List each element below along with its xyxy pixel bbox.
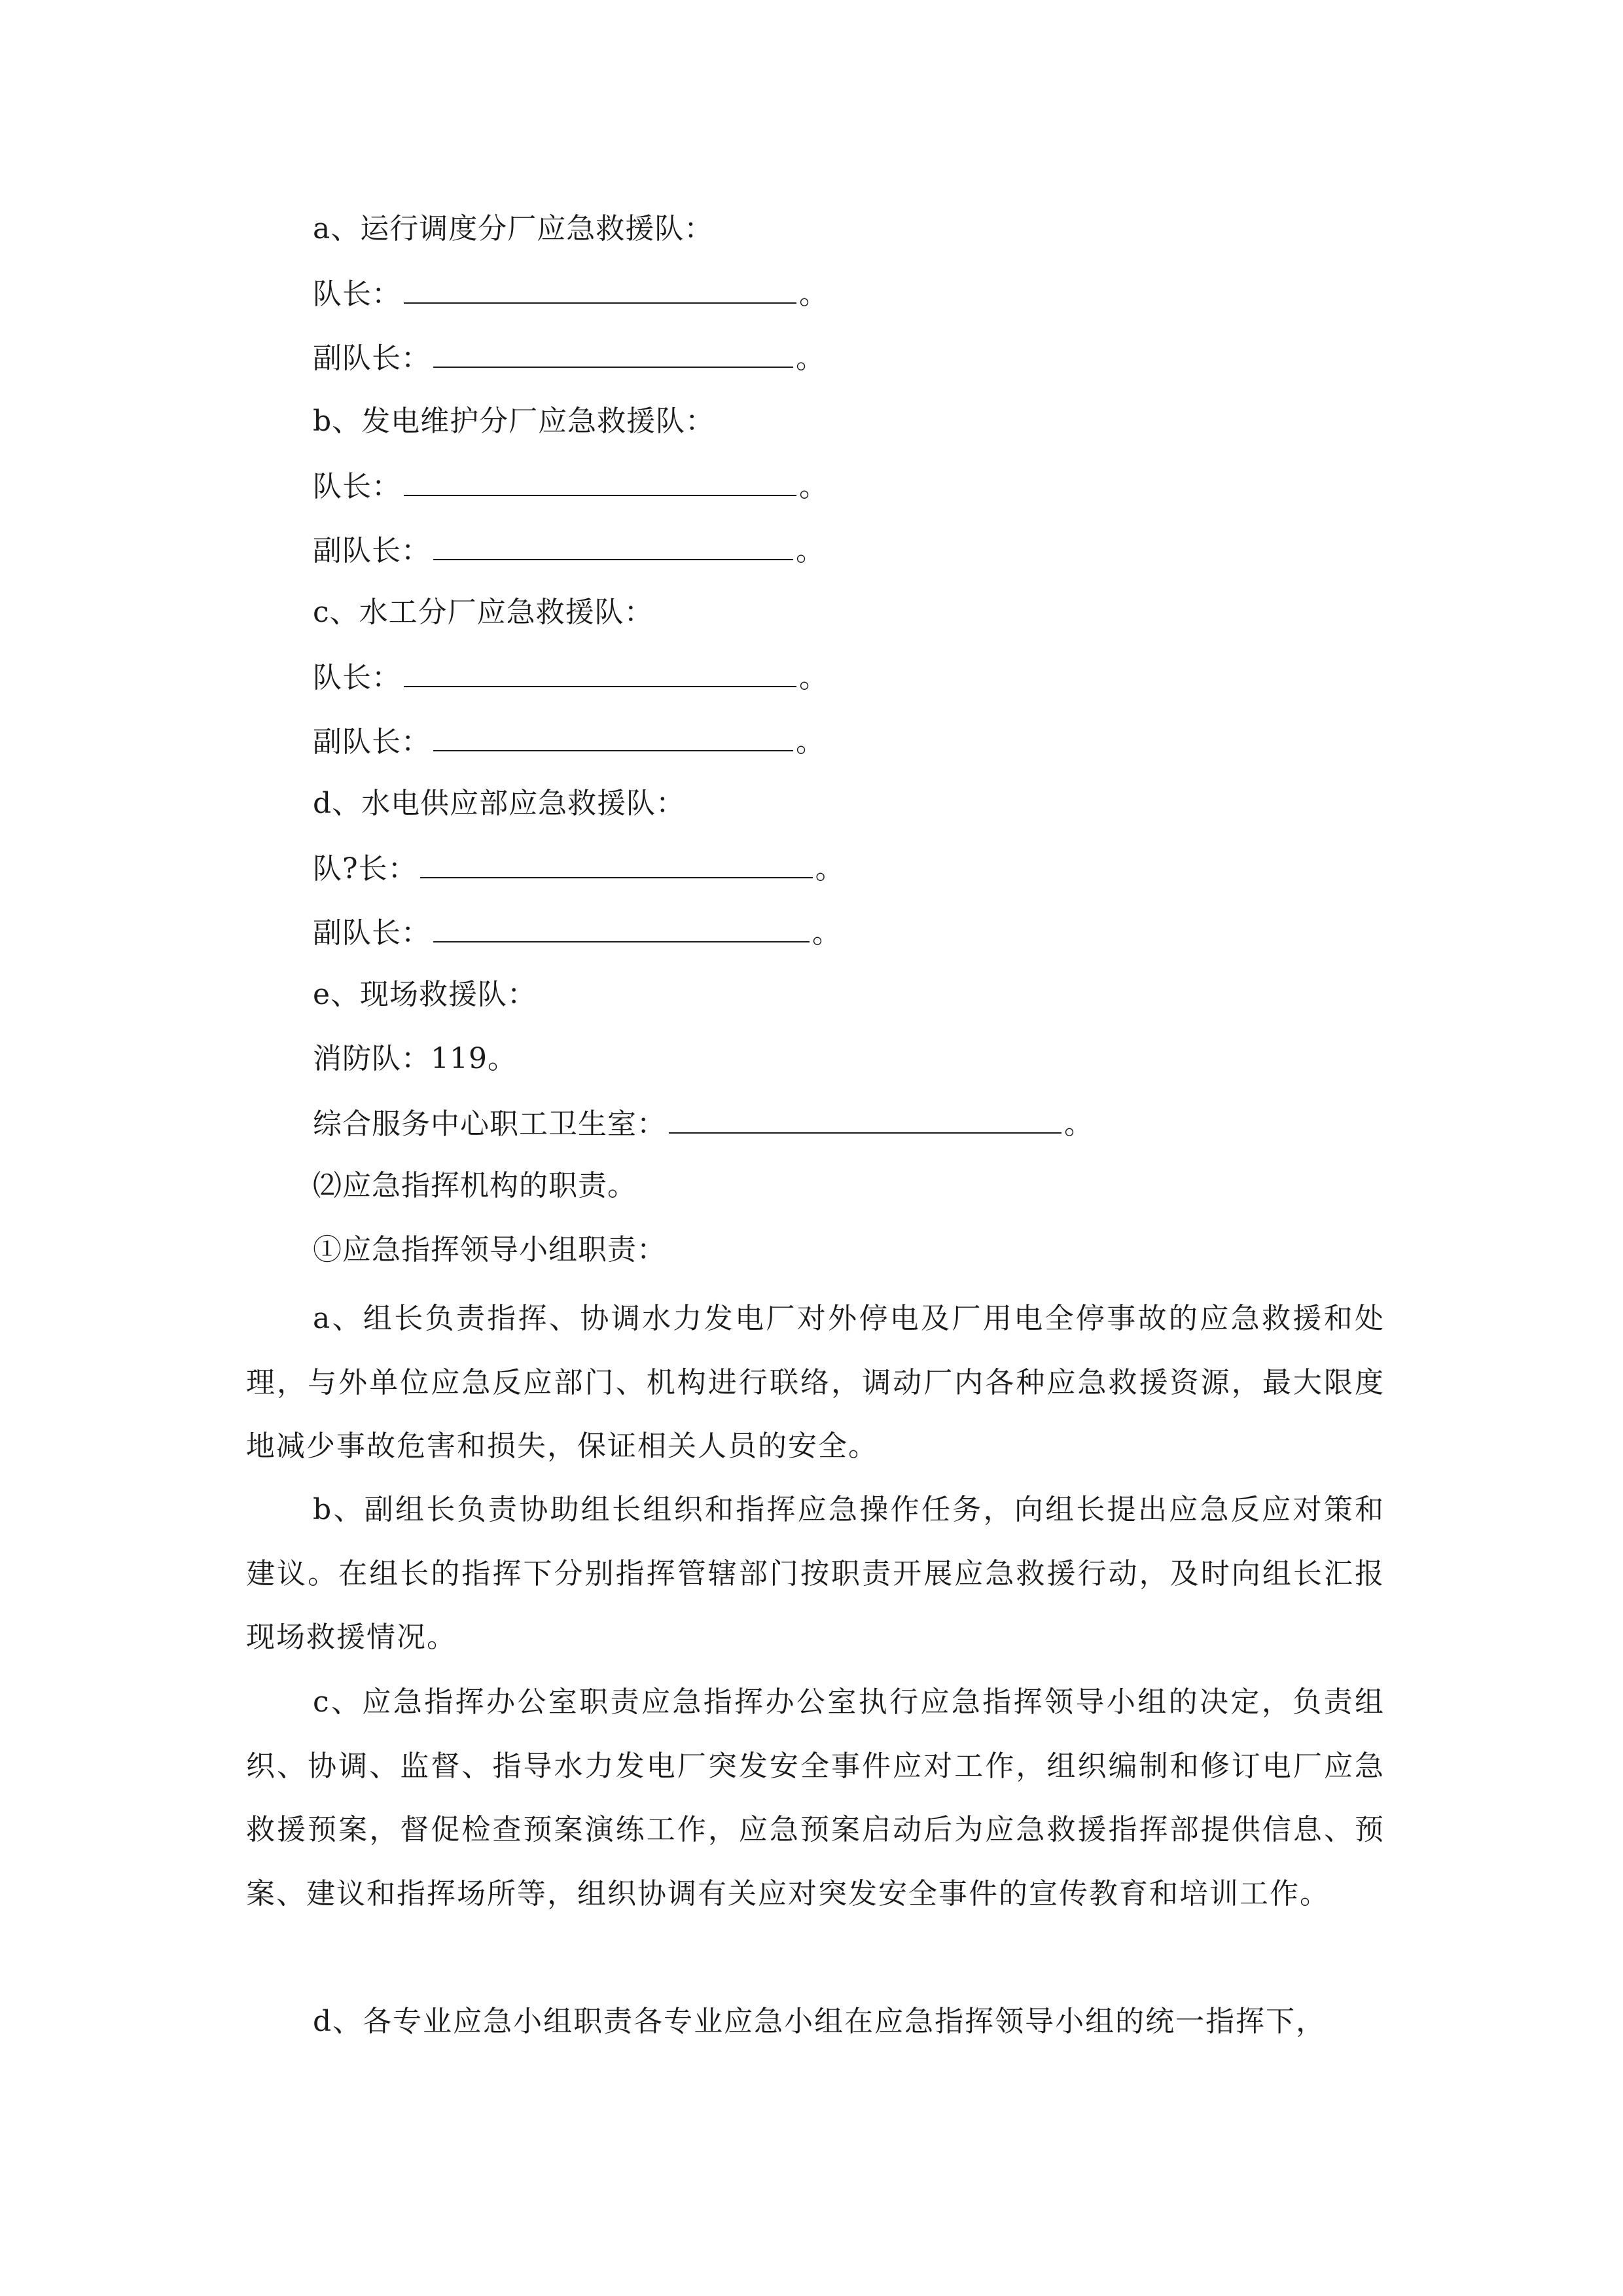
clinic-line: 综合服务中心职工卫生室： 。	[313, 1103, 1094, 1144]
team-b-leader-blank[interactable]	[404, 466, 796, 496]
team-a-title: a、运行调度分厂应急救援队：	[313, 212, 714, 245]
team-d-deputy-blank[interactable]	[433, 912, 810, 942]
clinic-blank[interactable]	[669, 1103, 1061, 1134]
team-a-deputy-line: 副队长： 。	[313, 338, 825, 378]
team-b-title: b、发电维护分厂应急救援队：	[313, 404, 715, 438]
team-c-leader-line: 队长： 。	[313, 657, 829, 698]
team-a-deputy-blank[interactable]	[433, 338, 793, 368]
paragraph-d: d、各专业应急小组职责各专业应急小组在应急指挥领导小组的统一指挥下，	[313, 2005, 1327, 2038]
fire-brigade-line: 消防队：119。	[313, 1042, 517, 1075]
team-d-leader-blank[interactable]	[420, 848, 813, 878]
team-c-leader-blank[interactable]	[404, 657, 796, 687]
team-b-deputy-line: 副队长： 。	[313, 530, 825, 571]
team-d-deputy-line: 副队长： 。	[313, 912, 842, 953]
paragraph-b: b、副组长负责协助组长组织和指挥应急操作任务，向组长提出应急反应对策和建议。在组长的指挥下分别指挥管辖部门按职责开展应急救援行动，及时向组长汇报现场救援情况。	[246, 1493, 1385, 1654]
team-c-title: c、水工分厂应急救援队：	[313, 596, 654, 629]
team-d-title: d、水电供应部应急救援队：	[313, 787, 686, 820]
team-b-leader-line: 队长： 。	[313, 466, 829, 507]
team-d-leader-line: 队?长： 。	[313, 848, 845, 889]
team-b-deputy-blank[interactable]	[433, 530, 793, 560]
paragraph-c: c、应急指挥办公室职责应急指挥办公室执行应急指挥领导小组的决定，负责组织、协调、监督、指导水力发电厂突发安全事件应对工作，组织编制和修订电厂应急救援预案，督促检查预案演练工作，应急预案启动后为应急救援指挥部提供信息、预案、建议和指挥场所等，组织协调有关应对突发安全事件的宣传教育和培训工作。	[246, 1685, 1385, 1910]
team-e-title: e、现场救援队：	[313, 978, 537, 1011]
team-c-deputy-blank[interactable]	[433, 721, 793, 751]
section-subheading: ①应急指挥领导小组职责：	[313, 1233, 666, 1266]
team-c-deputy-line: 副队长： 。	[313, 721, 825, 762]
section-heading: ⑵应急指挥机构的职责。	[313, 1169, 637, 1202]
paragraph-a: a、组长负责指挥、协调水力发电厂对外停电及厂用电全停事故的应急救援和处理，与外单位应急反应部门、机构进行联络，调动厂内各种应急救援资源，最大限度地减少事故危害和损失，保证相关人员的安全。	[246, 1302, 1385, 1463]
team-a-leader-blank[interactable]	[404, 274, 796, 304]
team-a-leader-line: 队长： 。	[313, 274, 829, 314]
